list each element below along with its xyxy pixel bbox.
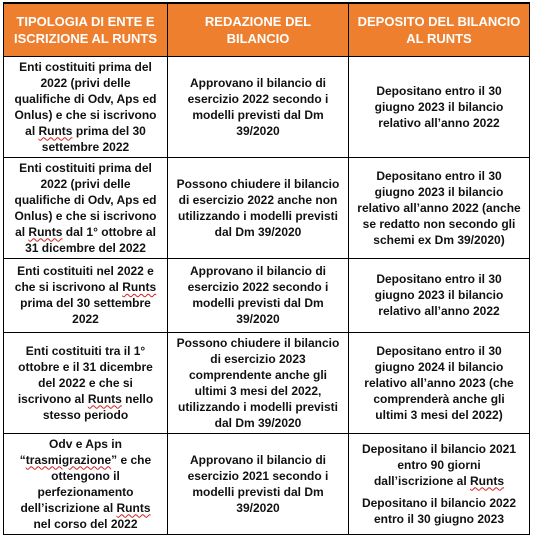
cell-text: ” e che ottengono il perfezionamento dell’iscrizione al [20,452,152,515]
cell-tipologia [4,258,168,332]
header-deposito: DEPOSITO DEL BILANCIO AL RUNTS [349,3,530,56]
cell-redazione: Possono chiudere il bilancio di esercizio 2023 comprendente anche gli ultimi 3 mesi del 2022, utilizzando i modelli previsti dal Dm 39/2020 [168,332,349,433]
cell-text: Enti costituiti prima del 2022 (privi delle qualifiche di Odv, Aps ed Onlus) e che si iscrivono al [14,160,157,239]
table-row [4,433,530,534]
header-tipologia: TIPOLOGIA DI ENTE E ISCRIZIONE AL RUNTS [4,3,168,56]
runts-term: Runts [122,280,157,294]
cell-text: Enti costituiti nel 2022 e che si iscrivono al [14,264,154,294]
cell-deposito: Depositano entro il 30 giugno 2023 il bilancio relativo all’anno 2022 [349,258,530,332]
runts-term: Runts [116,500,151,515]
cell-text: Enti costituiti prima del 2022 (privi delle qualifiche di Odv, Aps ed Onlus) e che si iscrivono al [14,59,157,138]
cell-deposito: Depositano entro il 30 giugno 2023 il bilancio relativo all’anno 2022 (anche se redatto non secondo gli schemi ex Dm 39/2020) [349,157,530,258]
cell-text: prima del 30 settembre 2022 [20,296,151,326]
bilancio-runts-table [3,2,530,535]
trasmigrazione-term: trasmigrazione [25,452,112,467]
cell-deposito [349,433,530,534]
cell-deposito: Depositano entro il 30 giugno 2023 il bilancio relativo all’anno 2022 [349,56,530,157]
table-header-row [4,3,530,56]
table-row [4,157,530,258]
table-row [4,258,530,332]
runts-term: Runts [470,473,505,488]
cell-redazione: Approvano il bilancio di esercizio 2022 secondo i modelli previsti dal Dm 39/2020 [168,258,349,332]
cell-text: dal 1° ottobre al 31 dicembre del 2022 [25,224,156,255]
cell-text: Odv e Aps in “ [19,436,122,467]
table-row [4,332,530,433]
runts-term: Runts [28,224,63,239]
cell-text: Depositano il bilancio 2022 entro il 30 giugno 2023 [361,495,517,526]
cell-tipologia [4,56,168,157]
cell-redazione: Possono chiudere il bilancio di esercizio 2022 anche non utilizzando i modelli previsti dal Dm 39/2020 [168,157,349,258]
paragraph-gap [356,489,522,495]
cell-tipologia [4,433,168,534]
cell-redazione: Approvano il bilancio di esercizio 2022 secondo i modelli previsti dal Dm 39/2020 [168,56,349,157]
runts-term: Runts [38,123,73,138]
runts-term: Runts [87,391,122,406]
cell-text: Enti costituiti tra il 1° ottobre e il 31 dicembre del 2022 e che si iscrivono al [17,343,153,406]
cell-tipologia [4,332,168,433]
cell-text: prima del 30 settembre 2022 [41,123,146,154]
cell-tipologia [4,157,168,258]
cell-text: Depositano il bilancio 2021 entro 90 giorni dall’iscrizione al [361,441,517,488]
header-redazione: REDAZIONE DEL BILANCIO [168,3,349,56]
cell-text: nello stesso periodo [42,391,154,422]
cell-text: nel corso del 2022 [33,516,138,531]
table-row [4,56,530,157]
cell-redazione: Approvano il bilancio di esercizio 2021 secondo i modelli previsti dal Dm 39/2020 [168,433,349,534]
cell-deposito: Depositano entro il 30 giugno 2024 il bilancio relativo all’anno 2023 (che comprenderà anche gli ultimi 3 mesi del 2022) [349,332,530,433]
